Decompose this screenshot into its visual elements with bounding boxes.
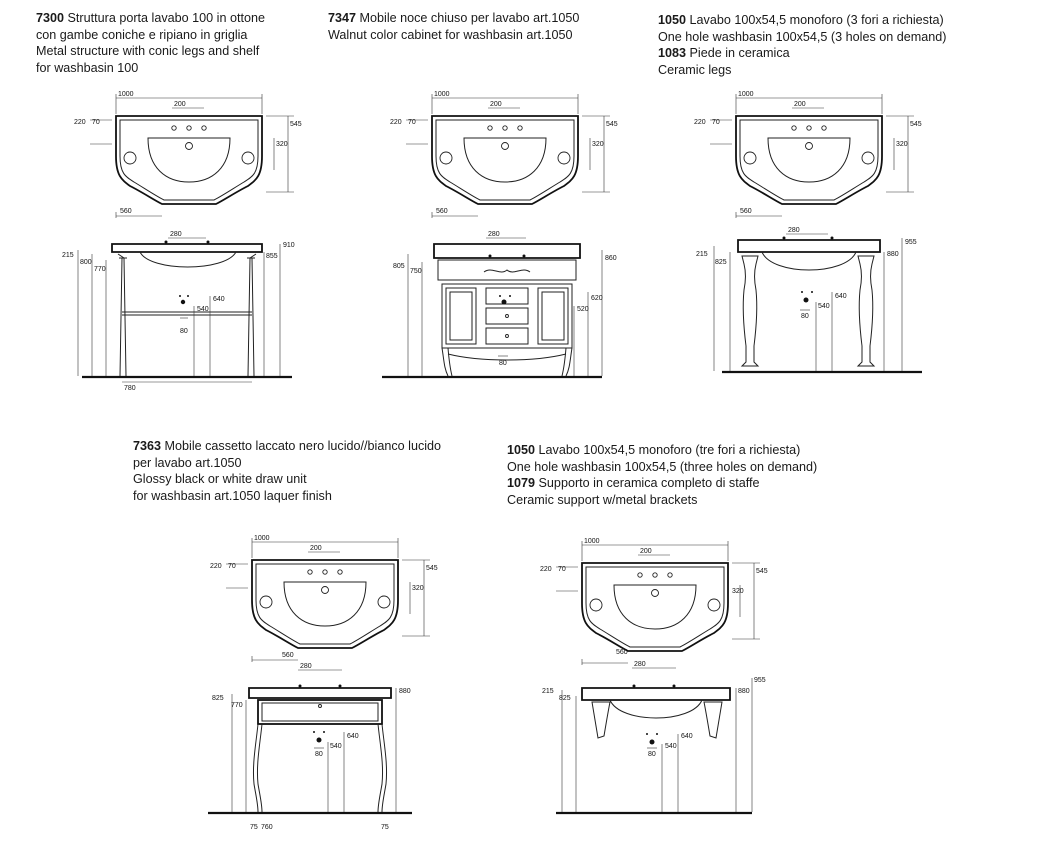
dim-880-label: 880 [399, 688, 411, 695]
dim-280-label: 280 [170, 231, 182, 238]
dim-tap-label: 200 [640, 548, 652, 555]
dim-540-label: 540 [330, 743, 342, 750]
caption-line: con gambe coniche e ripiano in griglia [36, 27, 248, 42]
dim-tap-label: 200 [794, 101, 806, 108]
dim-780-label: 780 [124, 385, 136, 392]
dim-320-label: 320 [412, 585, 424, 592]
caption-line: Ceramic legs [658, 62, 732, 77]
dim-560-label: 560 [282, 652, 294, 659]
dim-220-label: 220 [74, 119, 86, 126]
dim-640-label: 640 [835, 293, 847, 300]
dim-910-label: 910 [283, 242, 295, 249]
dim-880-label: 880 [738, 688, 750, 695]
dim-220-label: 220 [390, 119, 402, 126]
dim-560-label: 560 [120, 208, 132, 215]
dim-640-label: 640 [681, 733, 693, 740]
dim-215-label: 215 [542, 688, 554, 695]
plan-view-1050-1079 [540, 538, 768, 665]
dim-80-label: 80 [499, 360, 507, 367]
dim-955-label: 955 [754, 677, 766, 684]
dim-560-label: 560 [436, 208, 448, 215]
dim-70-label: 70 [408, 119, 416, 126]
dim-70-label: 70 [228, 563, 236, 570]
caption-line: 7363 Mobile cassetto laccato nero lucido//bianco lucido [133, 439, 442, 453]
dim-280-label: 280 [300, 663, 312, 670]
caption-line: Glossy black or white draw unit [133, 472, 307, 487]
dim-560-label: 560 [616, 649, 628, 656]
dim-520-label: 520 [577, 306, 589, 313]
caption-line: Metal structure with conic legs and shelf [36, 44, 260, 59]
caption-line: 1050 Lavabo 100x54,5 monoforo (tre fori a richiesta) [507, 443, 801, 457]
dim-depth-label: 545 [606, 121, 618, 128]
dim-215-label: 215 [62, 252, 74, 259]
dim-70-label: 70 [712, 119, 720, 126]
dim-width-label: 1000 [254, 535, 270, 542]
plan-view-7363 [210, 535, 438, 662]
dim-825-label: 825 [715, 259, 727, 266]
caption-line: 7300 Struttura porta lavabo 100 in ottone [36, 11, 265, 25]
dim-320-label: 320 [592, 141, 604, 148]
caption-line: 1050 Lavabo 100x54,5 monoforo (3 fori a richiesta) [658, 13, 944, 27]
dim-depth-label: 545 [426, 565, 438, 572]
caption-line: One hole washbasin 100x54,5 (3 holes on demand) [658, 29, 947, 44]
caption-line: One hole washbasin 100x54,5 (three holes on demand) [507, 459, 818, 474]
dim-width-label: 1000 [584, 538, 600, 545]
caption-line: per lavabo art.1050 [133, 455, 242, 470]
dim-955-label: 955 [905, 239, 917, 246]
dim-tap-label: 200 [174, 101, 186, 108]
caption-line: 1083 Piede in ceramica [658, 46, 790, 61]
dim-depth-label: 545 [290, 121, 302, 128]
dim-770-label: 770 [231, 702, 243, 709]
dim-540-label: 540 [818, 303, 830, 310]
plan-view-7300 [74, 91, 302, 218]
dim-215-label: 215 [696, 251, 708, 258]
caption-line: for washbasin art.1050 laquer finish [133, 488, 332, 503]
dim-70-label: 70 [558, 566, 566, 573]
dim-width-label: 1000 [118, 91, 134, 98]
dim-560-label: 560 [740, 208, 752, 215]
dim-320-label: 320 [896, 141, 908, 148]
dim-depth-label: 545 [910, 121, 922, 128]
dim-620-label: 620 [591, 295, 603, 302]
plan-view-7347 [390, 91, 618, 218]
dim-640-label: 640 [213, 296, 225, 303]
dim-depth-label: 545 [756, 568, 768, 575]
elevation-7347 [382, 231, 617, 377]
dim-220-label: 220 [210, 563, 222, 570]
elevation-1050-1083 [696, 227, 922, 372]
dim-770-label: 770 [94, 266, 106, 273]
elevation-7363 [208, 663, 412, 831]
dim-80-label: 80 [315, 751, 323, 758]
elevation-7300 [62, 231, 295, 392]
dim-320-label: 320 [732, 588, 744, 595]
dim-860-label: 860 [605, 255, 617, 262]
dim-70-label: 70 [92, 119, 100, 126]
dim-280-label: 280 [634, 661, 646, 668]
dim-tap-label: 200 [490, 101, 502, 108]
dim-width-label: 1000 [738, 91, 754, 98]
dim-75-label: 75 [250, 824, 258, 831]
dim-825-label: 825 [212, 695, 224, 702]
caption-line: Ceramic support w/metal brackets [507, 492, 698, 507]
dim-640-label: 640 [347, 733, 359, 740]
dim-540-label: 540 [665, 743, 677, 750]
dim-220-label: 220 [694, 119, 706, 126]
dim-220-label: 220 [540, 566, 552, 573]
caption-line: 7347 Mobile noce chiuso per lavabo art.1050 [328, 11, 580, 25]
dim-855-label: 855 [266, 253, 278, 260]
dim-width-label: 1000 [434, 91, 450, 98]
elevation-1050-1079 [542, 661, 766, 813]
dim-760-label: 760 [261, 824, 273, 831]
dim-280-label: 280 [788, 227, 800, 234]
dim-880-label: 880 [887, 251, 899, 258]
caption-line: 1079 Supporto in ceramica completo di staffe [507, 476, 760, 491]
dim-tap-label: 200 [310, 545, 322, 552]
dim-80-label: 80 [648, 751, 656, 758]
caption-line: for washbasin 100 [36, 60, 139, 75]
dim-320-label: 320 [276, 141, 288, 148]
plan-view-1050-1083 [694, 91, 922, 218]
dim-80-label: 80 [180, 328, 188, 335]
dim-750-label: 750 [410, 268, 422, 275]
dim-800-label: 800 [80, 259, 92, 266]
dim-825-label: 825 [559, 695, 571, 702]
dim-280-label: 280 [488, 231, 500, 238]
dim-540-label: 540 [197, 306, 209, 313]
caption-line: Walnut color cabinet for washbasin art.1050 [328, 27, 573, 42]
dim-80-label: 80 [801, 313, 809, 320]
dim-805-label: 805 [393, 263, 405, 270]
dim-75-label: 75 [381, 824, 389, 831]
